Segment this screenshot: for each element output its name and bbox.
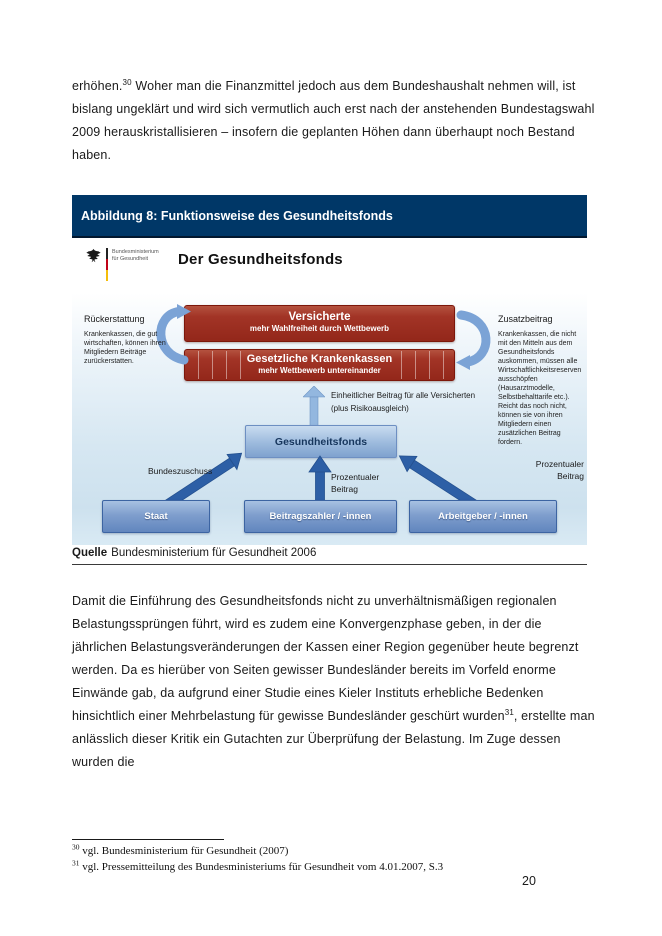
footnote-31-text: vgl. Pressemitteilung des Bundesministeriums für Gesundheit vom 4.01.2007, S.3 xyxy=(79,861,444,873)
zusatzbeitrag-label: Zusatzbeitrag xyxy=(498,314,553,324)
einheitlicher-beitrag-line1: Einheitlicher Beitrag für alle Versicherten xyxy=(331,391,476,400)
segment-divider xyxy=(443,351,444,379)
zusatzbeitrag-note: Krankenkassen, die nicht mit den Mitteln aus dem Gesundheitsfonds auskommen, müssen alle Wirtschaftlichkeitsreserven ausschöpfen (Hausarztmodelle, Selbstbehalttarife etc.). Reicht das noch nicht, können sie von ihren Mitgliedern einen zusätzlichen Beitrag fordern. xyxy=(498,331,582,446)
arbeitgeber-label: Arbeitgeber / -innen xyxy=(438,511,528,522)
german-flag-stripe xyxy=(106,248,108,281)
versicherte-subtitle: mehr Wahlfreiheit durch Wettbewerb xyxy=(249,324,390,333)
segment-divider xyxy=(212,351,213,379)
footnote-31-marker: 31 xyxy=(72,858,80,868)
prozentualer-rechts-line2: Beitrag xyxy=(557,471,584,481)
footnote-30 xyxy=(72,843,443,859)
source-label: Quelle xyxy=(72,547,108,559)
footnote-31 xyxy=(72,859,443,875)
prozentualer-beitrag-rechts-label xyxy=(520,458,584,482)
prozentualer-mitte-line1: Prozentualer xyxy=(331,472,380,482)
ministry-logo-text xyxy=(112,249,159,262)
source-text: Bundesministerium für Gesundheit 2006 xyxy=(111,547,317,559)
segment-divider xyxy=(198,351,199,379)
prozentualer-mitte-line2: Beitrag xyxy=(331,484,358,494)
segment-divider xyxy=(401,351,402,379)
footnote-30-marker: 30 xyxy=(72,842,80,852)
flag-gold xyxy=(106,270,108,281)
gesundheitsfonds-label: Gesundheitsfonds xyxy=(274,435,368,448)
flag-black xyxy=(106,248,108,259)
versicherte-box xyxy=(184,305,455,342)
page-number: 20 xyxy=(522,874,536,888)
footnote-ref-30: 30 xyxy=(122,77,132,87)
prozentualer-rechts-line1: Prozentualer xyxy=(535,459,584,469)
prozentualer-beitrag-mitte-label xyxy=(331,471,379,495)
paragraph-2-text: Damit die Einführung des Gesundheitsfonds nicht zu unverhältnismäßigen regionalen Belastungssprüngen führt, wird es zudem eine Konvergenzphase geben, in der die jährlichen Belastungsveränderungen der Kassen einer Region gegenüber heute begrenzt werden. Da es hierüber von Seiten gewisser Bundesländer bereits im Vorfeld enorme Einwände gab, da aufgrund einer Studie eines Kieler Instituts erhebliche Bedenken hinsichtlich einer Mehrbelastung für gewisse Bundesländer geschürt wurden xyxy=(72,594,579,723)
versicherte-title: Versicherte xyxy=(288,311,351,323)
footnote-30-text: vgl. Bundesministerium für Gesundheit (2007) xyxy=(79,845,289,857)
zusatzbeitrag-curved-arrow xyxy=(453,307,499,373)
figure-title: Der Gesundheitsfonds xyxy=(178,251,343,268)
paragraph-2 xyxy=(72,590,596,774)
beitragszahler-label: Beitragszahler / -innen xyxy=(269,511,372,522)
paragraph-1-text: erhöhen. xyxy=(72,79,123,93)
krankenkassen-subtitle: mehr Wettbewerb untereinander xyxy=(258,366,381,375)
figure-bottom-rule xyxy=(72,564,587,565)
segment-divider xyxy=(240,351,241,379)
footnote-ref-31: 31 xyxy=(504,707,514,717)
krankenkassen-box xyxy=(184,349,455,381)
ministry-logo-line2: für Gesundheit xyxy=(112,255,149,262)
paragraph-1 xyxy=(72,75,596,167)
paragraph-2-text-cont: , erstellte man anlässlich dieser Kritik ein Gutachten zur Überprüfung der Belastung. Im Zuge dessen wurden die xyxy=(72,709,595,769)
footnotes xyxy=(72,843,443,875)
rueckerstattung-note: Krankenkassen, die gut wirtschaften, können ihren Mitgliedern Beiträge zurückerstatten. xyxy=(84,331,166,365)
krankenkassen-title: Gesetzliche Krankenkassen xyxy=(246,353,393,365)
arbeitgeber-box xyxy=(409,500,557,533)
federal-eagle-icon xyxy=(84,247,103,266)
figure-caption-bar xyxy=(72,195,587,238)
figure-gesundheitsfonds xyxy=(72,238,587,545)
beitragszahler-box xyxy=(244,500,397,533)
staat-box xyxy=(102,500,210,533)
rueckerstattung-label: Rückerstattung xyxy=(84,314,145,324)
einheitlicher-beitrag-label xyxy=(331,389,475,415)
bundeszuschuss-label: Bundeszuschuss xyxy=(148,466,213,476)
staat-label: Staat xyxy=(144,511,168,522)
flag-red xyxy=(106,259,108,270)
beitragszahler-arrow xyxy=(309,456,331,506)
segment-divider xyxy=(429,351,430,379)
paragraph-1-text-cont: Woher man die Finanzmittel jedoch aus dem Bundeshaushalt nehmen will, ist bislang ungeklärt und wird sich vermutlich auch erst nach der anstehenden Bundestagswahl 2009 herauskristallisieren – insofern die geplanten Höhen dann überhaupt noch Bestand haben. xyxy=(72,79,595,162)
ministry-logo-line1: Bundesministerium xyxy=(112,249,159,255)
footnote-separator xyxy=(72,839,224,840)
segment-divider xyxy=(415,351,416,379)
segment-divider xyxy=(226,351,227,379)
figure-caption-text: Abbildung 8: Funktionsweise des Gesundheitsfonds xyxy=(81,208,393,223)
einheitlicher-beitrag-line2: (plus Risikoausgleich) xyxy=(331,404,409,413)
figure-source xyxy=(72,547,316,559)
